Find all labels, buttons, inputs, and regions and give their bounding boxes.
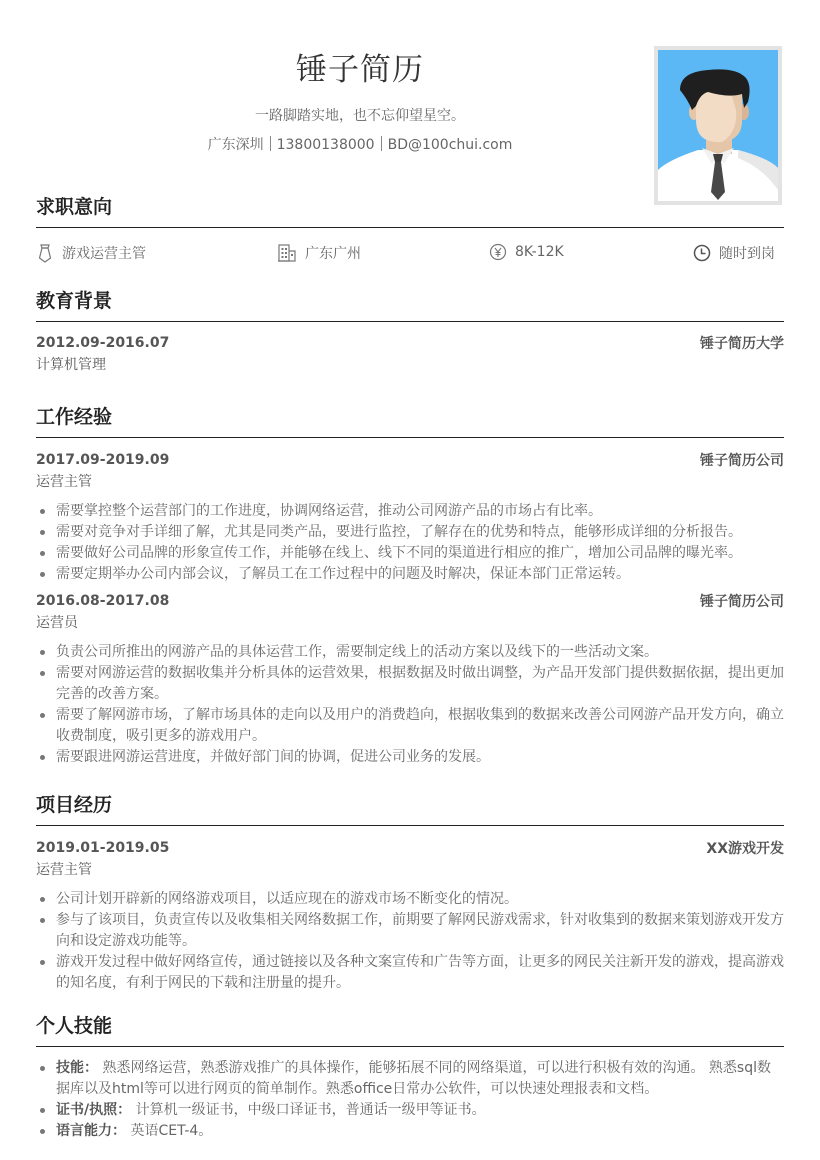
intent-availability xyxy=(693,243,775,263)
yen-icon xyxy=(489,243,507,261)
skills-list xyxy=(36,1058,784,1142)
list-item: 需要掌控整个运营部门的工作进度，协调网络运营，推动公司网游产品的市场占有比率。 xyxy=(36,501,784,522)
section-divider xyxy=(36,1046,784,1047)
profile-photo xyxy=(654,46,782,205)
separator xyxy=(381,136,382,151)
list-item: 需要定期举办公司内部会议，了解员工在工作过程中的问题及时解决，保证本部门正常运转。 xyxy=(36,564,784,585)
clock-icon xyxy=(693,244,711,262)
avatar-illustration-icon xyxy=(658,50,778,201)
entry-bullets xyxy=(36,642,784,768)
work-entry xyxy=(36,590,784,768)
project-entry xyxy=(36,837,784,994)
entry-company: 锤子简历公司 xyxy=(700,453,784,469)
building-icon xyxy=(277,243,297,263)
list-item: 需要对网游运营的数据收集并分析具体的运营效果，根据数据及时做出调整，为产品开发部门提供数据依据，提出更加完善的改善方案。 xyxy=(36,663,784,705)
section-divider xyxy=(36,227,784,228)
list-item: 负责公司所推出的网游产品的具体运营工作，需要制定线上的活动方案以及线下的一些活动文案。 xyxy=(36,642,784,663)
contact-location: 广东深圳 xyxy=(207,137,264,153)
section-skills xyxy=(36,1013,784,1142)
list-item: 需要跟进网游运营进度，并做好部门间的协调，促进公司业务的发展。 xyxy=(36,747,784,768)
intent-city xyxy=(277,243,361,263)
section-title: 个人技能 xyxy=(36,1015,113,1037)
intent-position-label: 游戏运营主管 xyxy=(62,246,146,262)
entry-role: 运营主管 xyxy=(36,474,92,490)
section-projects xyxy=(36,792,784,994)
entry-date: 2016.08-2017.08 xyxy=(36,593,170,609)
list-item: 需要了解网游市场，了解市场具体的走向以及用户的消费趋向，根据收集到的数据来改善公司网游产品开发方向，确立收费制度，吸引更多的游戏用户。 xyxy=(36,705,784,747)
section-divider xyxy=(36,437,784,438)
entry-project-org: XX游戏开发 xyxy=(706,841,784,857)
list-item: 游戏开发过程中做好网络宣传，通过链接以及各种文案宣传和广告等方面，让更多的网民关注新开发的游戏，提高游戏的知名度，有利于网民的下载和注册量的提升。 xyxy=(36,952,784,994)
section-title: 求职意向 xyxy=(36,196,113,218)
list-item: 需要做好公司品牌的形象宣传工作，并能够在线上、线下不同的渠道进行相应的推广，增加公司品牌的曝光率。 xyxy=(36,543,784,564)
skill-text: 英语CET-4。 xyxy=(130,1123,213,1139)
entry-company: 锤子简历公司 xyxy=(700,594,784,610)
entry-bullets xyxy=(36,501,784,585)
section-title: 教育背景 xyxy=(36,290,113,312)
section-work-experience xyxy=(36,404,784,768)
language-item xyxy=(36,1121,784,1142)
skill-label: 语言能力： xyxy=(56,1123,126,1139)
entry-date: 2012.09-2016.07 xyxy=(36,335,170,351)
entry-major: 计算机管理 xyxy=(36,357,106,373)
certificate-item xyxy=(36,1100,784,1121)
entry-bullets xyxy=(36,889,784,994)
contact-phone: 13800138000 xyxy=(276,137,375,153)
intent-availability-label: 随时到岗 xyxy=(719,246,775,262)
intent-salary xyxy=(489,243,564,261)
contact-email: BD@100chui.com xyxy=(387,137,513,153)
list-item: 公司计划开辟新的网络游戏项目，以适应现在的游戏市场不断变化的情况。 xyxy=(36,889,784,910)
skill-label: 技能： xyxy=(56,1060,98,1076)
entry-role: 运营员 xyxy=(36,615,78,631)
skill-item xyxy=(36,1058,784,1100)
intent-position xyxy=(36,243,146,263)
list-item: 需要对竞争对手详细了解，尤其是同类产品，要进行监控，了解存在的优势和特点，能够形成详细的分析报告。 xyxy=(36,522,784,543)
skill-text: 计算机一级证书，中级口译证书，普通话一级甲等证书。 xyxy=(135,1102,486,1118)
intent-salary-label: 8K-12K xyxy=(515,244,564,260)
section-title: 工作经验 xyxy=(36,406,113,428)
entry-date: 2019.01-2019.05 xyxy=(36,840,170,856)
entry-school: 锤子简历大学 xyxy=(700,336,784,352)
intent-city-label: 广东广州 xyxy=(305,246,361,262)
list-item: 参与了该项目，负责宣传以及收集相关网络数据工作，前期要了解网民游戏需求，针对收集到的数据来策划游戏开发方向和设定游戏功能等。 xyxy=(36,910,784,952)
skill-label: 证书/执照： xyxy=(56,1102,132,1118)
education-entry xyxy=(36,332,784,376)
tie-icon xyxy=(36,243,54,263)
entry-role: 运营主管 xyxy=(36,862,92,878)
separator xyxy=(270,136,271,151)
skill-text: 熟悉网络运营，熟悉游戏推广的具体操作，能够拓展不同的网络渠道，可以进行积极有效的沟通。 熟悉sql数据库以及html等可以进行网页的简单制作。熟悉office日常办公软件，可以快速处理报表和文档。 xyxy=(56,1060,771,1097)
section-job-intent xyxy=(36,194,784,228)
work-entry xyxy=(36,449,784,585)
contact-line xyxy=(160,135,560,155)
section-divider xyxy=(36,321,784,322)
section-divider xyxy=(36,825,784,826)
motto: 一路脚踏实地，也不忘仰望星空。 xyxy=(255,108,465,124)
job-intent-row xyxy=(36,243,784,265)
candidate-name: 锤子简历 xyxy=(296,52,424,88)
section-title: 项目经历 xyxy=(36,794,113,816)
entry-date: 2017.09-2019.09 xyxy=(36,452,170,468)
section-education xyxy=(36,288,784,376)
